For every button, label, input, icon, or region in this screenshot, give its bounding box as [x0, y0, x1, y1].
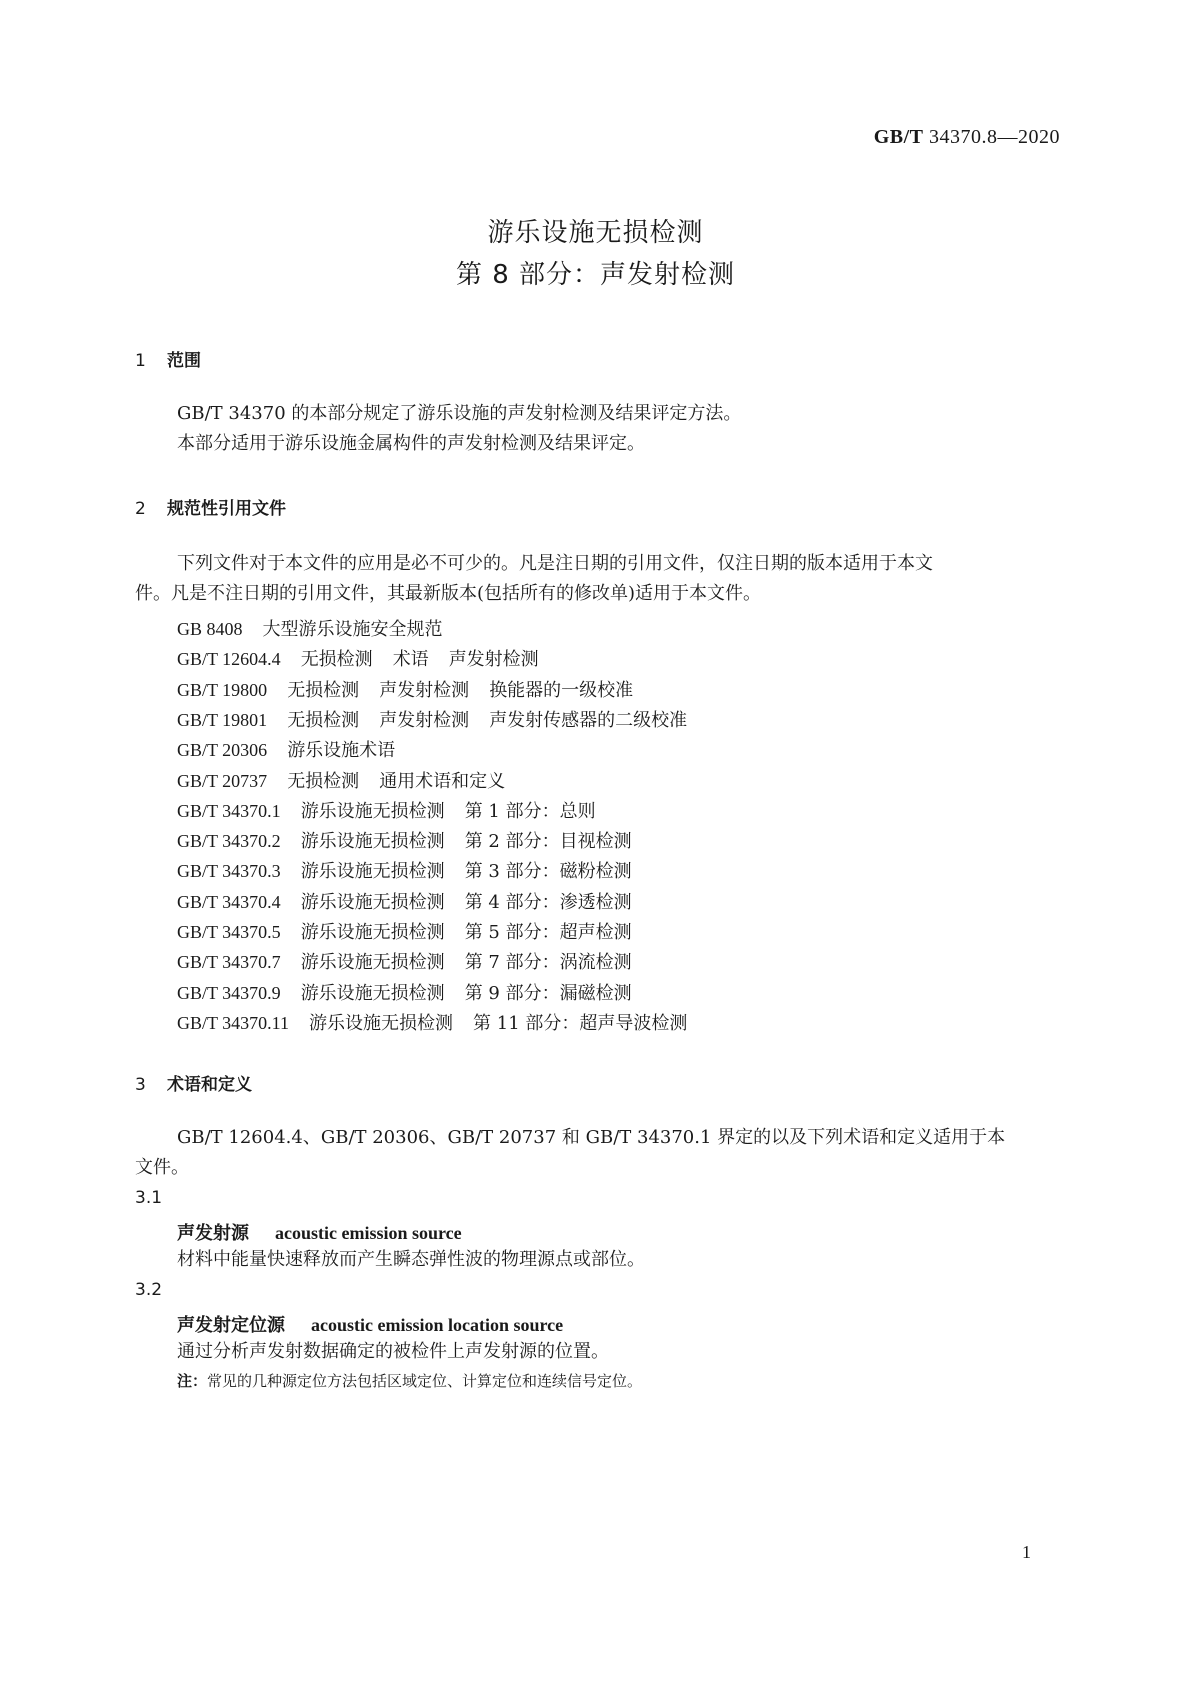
reference-item	[177, 1009, 687, 1035]
reference-code: GB/T 20306	[177, 740, 268, 760]
reference-code: GB/T 34370.5	[177, 922, 281, 942]
page-number: 1	[1022, 1542, 1031, 1562]
reference-item	[177, 979, 632, 1005]
term-english: acoustic emission source	[275, 1223, 462, 1243]
note-label: 注：	[177, 1372, 208, 1390]
reference-title-part: 游乐设施无损检测	[300, 983, 445, 1004]
reference-title-part: 无损检测	[300, 649, 373, 670]
reference-code: GB/T 34370.1	[177, 801, 281, 821]
reference-code: GB/T 19801	[177, 710, 268, 730]
reference-code: GB/T 20737	[177, 771, 268, 791]
reference-item	[177, 857, 632, 883]
term-note	[177, 1370, 642, 1391]
reference-title-part: 通用术语和定义	[379, 771, 506, 792]
reference-title-part: 第 1 部分：总则	[464, 801, 596, 822]
section-1-para-2: 本部分适用于游乐设施金属构件的声发射检测及结果评定。	[177, 433, 645, 454]
section-title: 术语和定义	[167, 1075, 252, 1095]
section-number: 1	[135, 351, 146, 371]
term-definition: 材料中能量快速释放而产生瞬态弹性波的物理源点或部位。	[177, 1249, 645, 1270]
section-3-intro-line-2: 文件。	[135, 1157, 189, 1178]
reference-title-part: 游乐设施无损检测	[300, 831, 445, 852]
section-title: 规范性引用文件	[167, 499, 286, 519]
title-line-2: 第 8 部分：声发射检测	[455, 260, 736, 290]
reference-title-part: 声发射检测	[448, 649, 539, 670]
reference-title-part: 游乐设施无损检测	[300, 952, 445, 973]
reference-title-part: 游乐设施术语	[287, 740, 396, 761]
note-text: 常见的几种源定位方法包括区域定位、计算定位和连续信号定位。	[207, 1372, 643, 1390]
reference-code: GB 8408	[177, 619, 243, 639]
reference-title-part: 无损检测	[287, 680, 360, 701]
reference-code: GB/T 34370.2	[177, 831, 281, 851]
reference-item	[177, 767, 505, 793]
reference-title-part: 游乐设施无损检测	[300, 801, 445, 822]
reference-title-part: 第 9 部分：漏磁检测	[464, 983, 632, 1004]
standard-code: 34370.8—2020	[929, 126, 1060, 148]
reference-title-part: 声发射检测	[379, 710, 470, 731]
reference-title-part: 第 5 部分：超声检测	[464, 922, 632, 943]
reference-code: GB/T 34370.11	[177, 1013, 290, 1033]
reference-item	[177, 615, 443, 641]
reference-item	[177, 918, 632, 944]
term-chinese: 声发射源	[177, 1223, 249, 1244]
reference-item	[177, 948, 632, 974]
reference-title-part: 声发射传感器的二级校准	[489, 710, 688, 731]
reference-title-part: 第 2 部分：目视检测	[464, 831, 632, 852]
reference-item	[177, 676, 633, 702]
reference-code: GB/T 34370.7	[177, 952, 281, 972]
reference-title-part: 游乐设施无损检测	[300, 922, 445, 943]
reference-code: GB/T 12604.4	[177, 649, 281, 669]
reference-title-part: 无损检测	[287, 710, 360, 731]
reference-code: GB/T 34370.9	[177, 983, 281, 1003]
section-2-heading	[135, 494, 286, 519]
reference-title-part: 游乐设施无损检测	[300, 861, 445, 882]
reference-item	[177, 736, 395, 762]
term-definition: 通过分析声发射数据确定的被检件上声发射源的位置。	[177, 1341, 609, 1362]
section-3-heading	[135, 1070, 252, 1095]
reference-title-part: 第 4 部分：渗透检测	[464, 892, 632, 913]
section-number: 3	[135, 1075, 146, 1095]
section-2-intro-line-2: 件。凡是不注日期的引用文件，其最新版本(包括所有的修改单)适用于本文件。	[135, 583, 762, 604]
standard-number	[874, 126, 1060, 149]
reference-item	[177, 797, 596, 823]
reference-title-part: 游乐设施无损检测	[300, 892, 445, 913]
reference-code: GB/T 34370.3	[177, 861, 281, 881]
term-chinese: 声发射定位源	[177, 1315, 285, 1336]
reference-item	[177, 827, 632, 853]
reference-title-part: 术语	[392, 649, 429, 670]
section-number: 2	[135, 499, 146, 519]
reference-code: GB/T 34370.4	[177, 892, 281, 912]
section-title: 范围	[167, 351, 201, 371]
reference-item	[177, 645, 539, 671]
term-number: 3.2	[135, 1280, 163, 1300]
reference-title-part: 第 7 部分：涡流检测	[464, 952, 632, 973]
reference-item	[177, 706, 687, 732]
reference-item	[177, 888, 632, 914]
term-number: 3.1	[135, 1188, 163, 1208]
section-2-intro-line-1: 下列文件对于本文件的应用是必不可少的。凡是注日期的引用文件，仅注日期的版本适用于本文	[177, 553, 933, 574]
section-1-heading	[135, 346, 201, 371]
title-line-1: 游乐设施无损检测	[487, 218, 704, 248]
term-heading	[177, 1311, 563, 1337]
standard-prefix: GB/T	[873, 126, 924, 148]
reference-title-part: 第 3 部分：磁粉检测	[464, 861, 632, 882]
section-1-para-1: GB/T 34370 的本部分规定了游乐设施的声发射检测及结果评定方法。	[177, 403, 742, 424]
reference-title-part: 游乐设施无损检测	[309, 1013, 454, 1034]
reference-title-part: 无损检测	[287, 771, 360, 792]
term-english: acoustic emission location source	[311, 1315, 564, 1335]
term-heading	[177, 1219, 462, 1245]
reference-title-part: 大型游乐设施安全规范	[262, 619, 443, 640]
section-3-intro-line-1: GB/T 12604.4、GB/T 20306、GB/T 20737 和 GB/T 34370.1 界定的以及下列术语和定义适用于本	[177, 1127, 1006, 1148]
reference-title-part: 换能器的一级校准	[489, 680, 634, 701]
reference-code: GB/T 19800	[177, 680, 268, 700]
reference-title-part: 第 11 部分：超声导波检测	[473, 1013, 688, 1034]
reference-title-part: 声发射检测	[379, 680, 470, 701]
